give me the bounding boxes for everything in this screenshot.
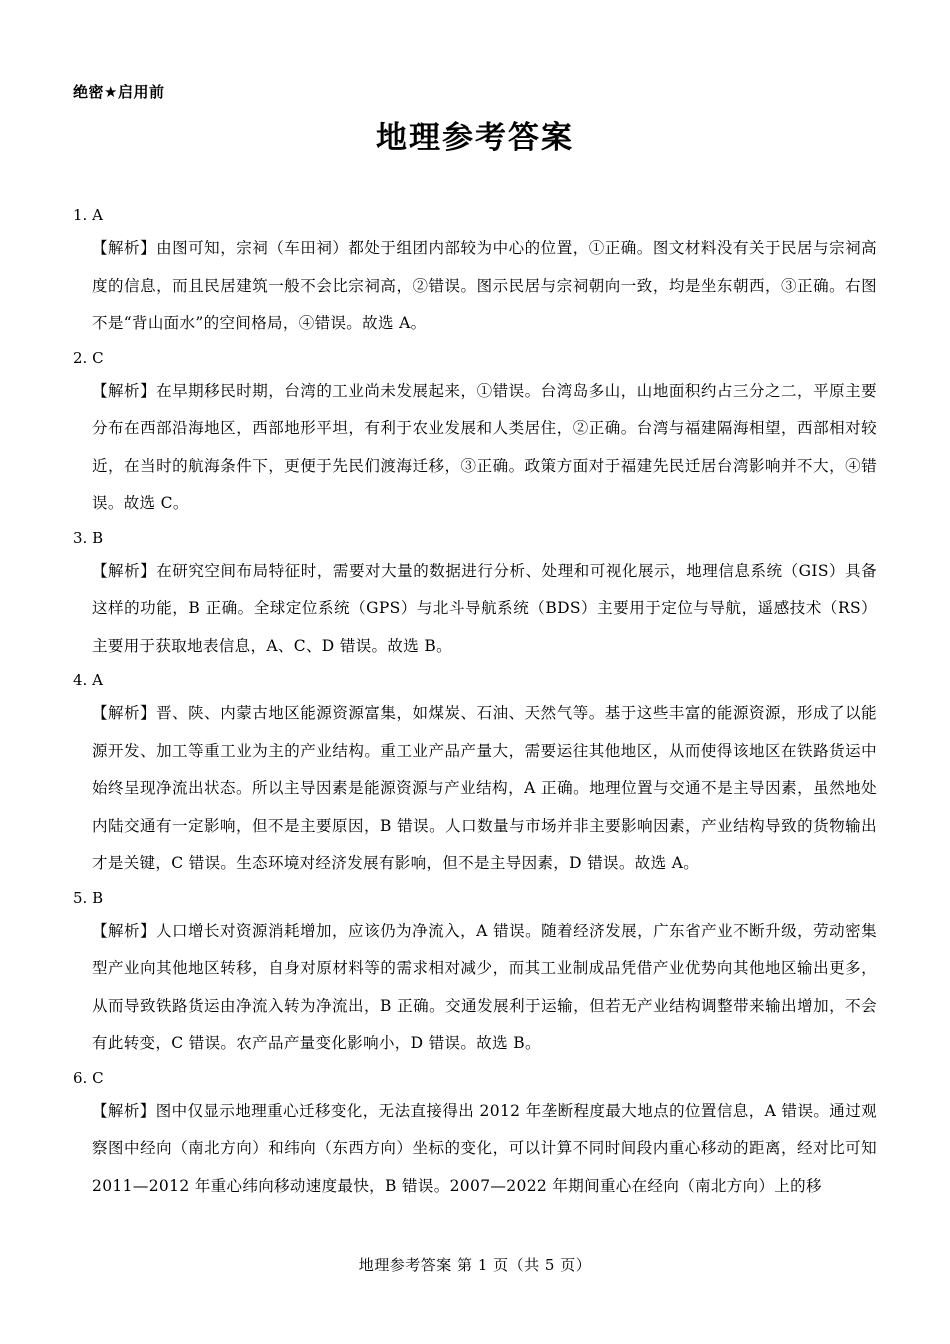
answer-number: 2. C xyxy=(73,348,104,367)
answer-item xyxy=(73,523,877,666)
answer-number: 1. A xyxy=(73,206,103,224)
confidential-label: 绝密★启用前 xyxy=(73,83,165,101)
answer-number: 4. A xyxy=(73,671,103,689)
page-title: 地理参考答案 xyxy=(376,120,574,156)
answer-number: 3. B xyxy=(73,528,104,547)
answer-item xyxy=(73,343,877,523)
answer-analysis: 【解析】人口增长对资源消耗增加，应该仍为净流入，A 错误。随着经济发展，广东省产业不断升级，劳动密集型产业向其他地区转移，自身对原材料等的需求相对减少，而其工业制成品凭借产业优势向其他地区输出更多，从而导致铁路货运由净流入转为净流出，B 正确。交通发展利于运输，但若无产业结构调整带来输出增加，不会有此转变，C 错误。农产品产量变化影响小，D 错误。故选 B。 xyxy=(92,921,877,1052)
answer-number: 5. B xyxy=(73,888,104,907)
answer-item xyxy=(73,200,877,343)
answer-item xyxy=(73,883,877,1063)
answer-analysis: 【解析】在早期移民时期，台湾的工业尚未发展起来，①错误。台湾岛多山，山地面积约占三分之二，平原主要分布在西部沿海地区，西部地形平坦，有利于农业发展和人类居住，②正确。台湾与福建隔海相望，西部相对较近，在当时的航海条件下，更便于先民们渡海迁移，③正确。政策方面对于福建先民迁居台湾影响并不大，④错误。故选 C。 xyxy=(92,381,877,512)
answer-analysis: 【解析】由图可知，宗祠（车田祠）都处于组团内部较为中心的位置，①正确。图文材料没有关于民居与宗祠高度的信息，而且民居建筑一般不会比宗祠高，②错误。图示民居与宗祠朝向一致，均是坐东朝西，③正确。右图不是“背山面水”的空间格局，④错误。故选 A。 xyxy=(92,239,877,332)
answer-analysis: 【解析】晋、陕、内蒙古地区能源资源富集，如煤炭、石油、天然气等。基于这些丰富的能源资源，形成了以能源开发、加工等重工业为主的产业结构。重工业产品产量大，需要运往其他地区，从而使得该地区在铁路货运中始终呈现净流出状态。所以主导因素是能源资源与产业结构，A 正确。地理位置与交通不是主导因素，虽然地处内陆交通有一定影响，但不是主要原因，B 错误。人口数量与市场并非主要影响因素，产业结构导致的货物输出才是关键，C 错误。生态环境对经济发展有影响，但不是主导因素，D 错误。故选 A。 xyxy=(92,704,877,872)
answer-analysis: 【解析】图中仅显示地理重心迁移变化，无法直接得出 2012 年垄断程度最大地点的位置信息，A 错误。通过观察图中经向（南北方向）和纬向（东西方向）坐标的变化，可以计算不同时间段内重心移动的距离，经对比可知 2011—2012 年重心纬向移动速度最快，B 错误。2007—2022 年期间重心在经向（南北方向）上的移 xyxy=(92,1101,877,1195)
answer-number: 6. C xyxy=(73,1068,104,1087)
answer-item xyxy=(73,1063,877,1206)
answer-analysis: 【解析】在研究空间布局特征时，需要对大量的数据进行分析、处理和可视化展示，地理信息系统（GIS）具备这样的功能，B 正确。全球定位系统（GPS）与北斗导航系统（BDS）主要用于定位与导航，遥感技术（RS）主要用于获取地表信息，A、C、D 错误。故选 B。 xyxy=(92,561,877,655)
answer-list xyxy=(73,200,877,1205)
answer-item xyxy=(73,665,877,883)
page-footer: 地理参考答案 第 1 页（共 5 页） xyxy=(358,1256,592,1274)
